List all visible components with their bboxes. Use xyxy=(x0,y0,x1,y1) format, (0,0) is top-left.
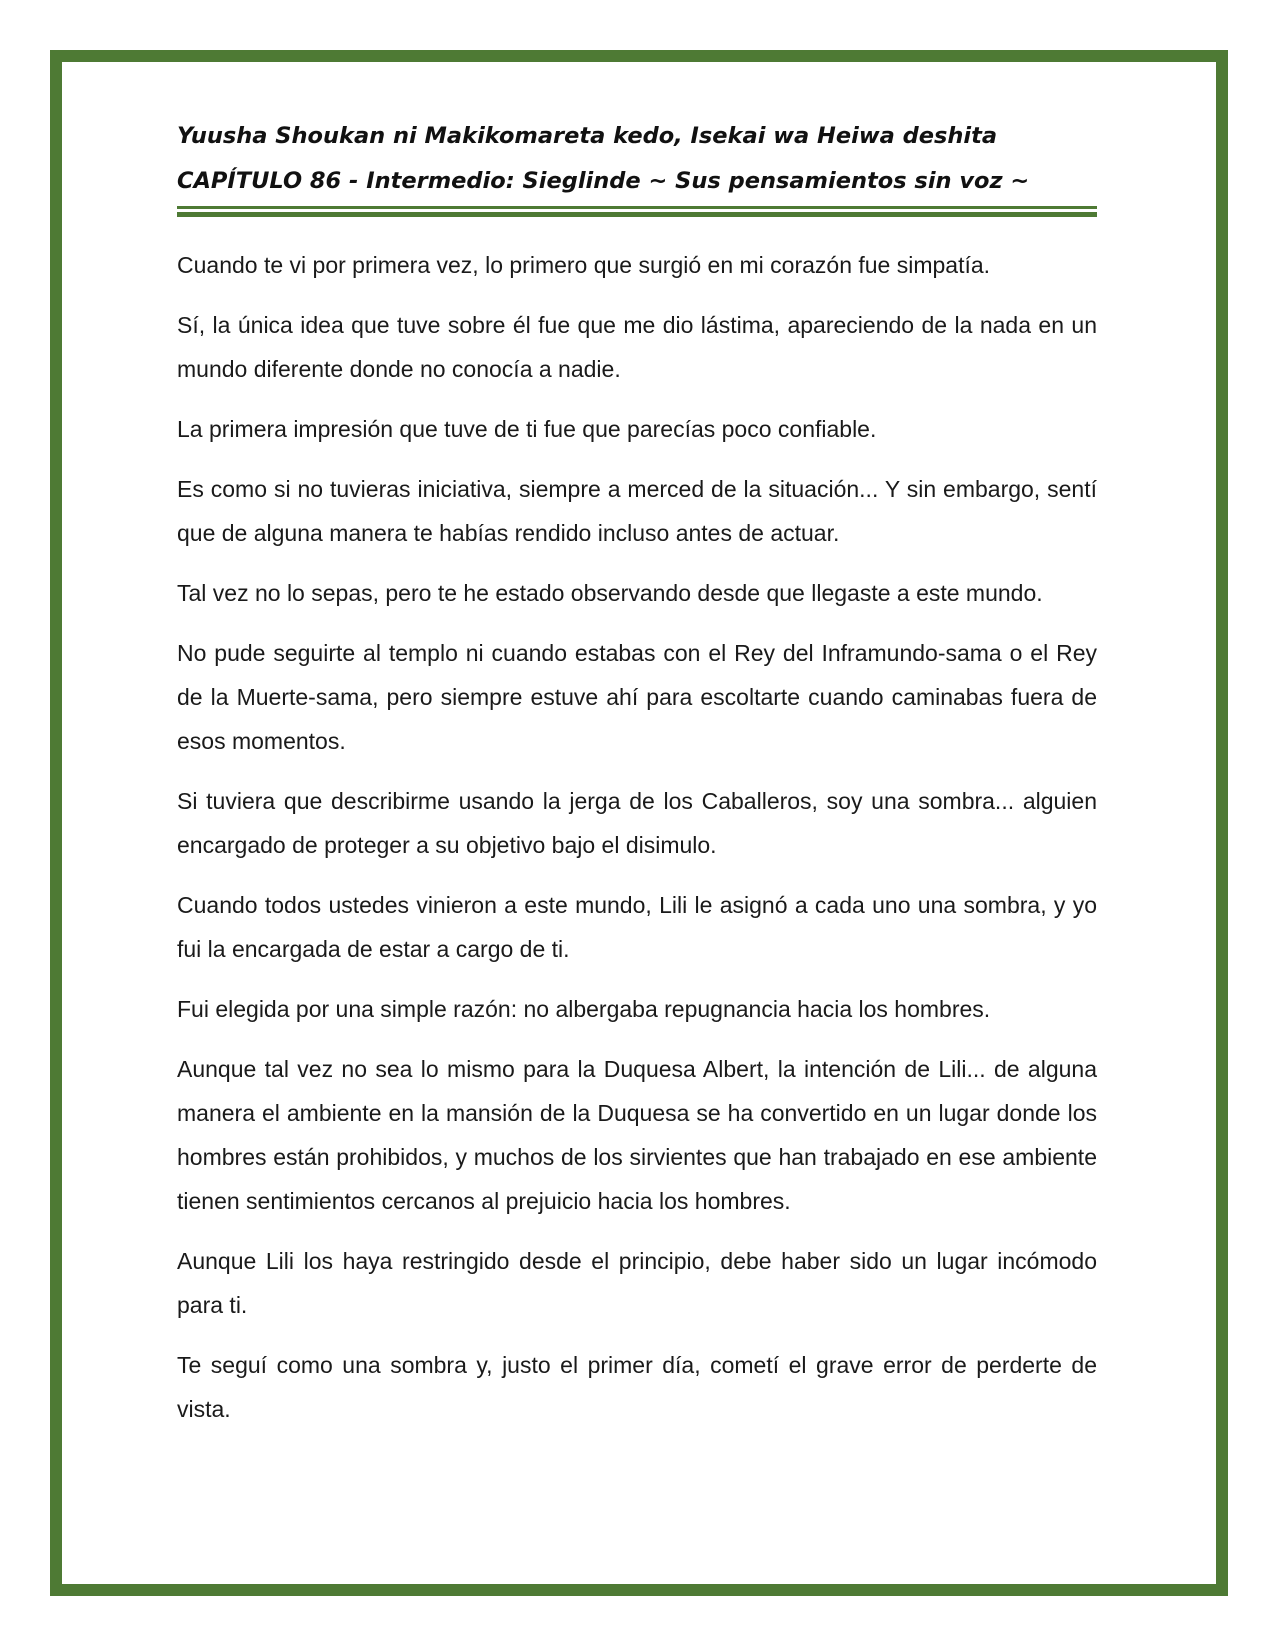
paragraph: Aunque tal vez no sea lo mismo para la Duquesa Albert, la intención de Lili... de alguna manera el ambiente en la mansión de la Duquesa se ha convertido en un lugar donde los hombres están prohibidos, y muchos de los sirvientes que han trabajado en ese ambiente tienen sentimientos cercanos al prejuicio hacia los hombres. xyxy=(177,1056,1097,1214)
series-title: Yuusha Shoukan ni Makikomareta kedo, Isekai wa Heiwa deshita xyxy=(177,123,998,149)
chapter-title: CAPÍTULO 86 - Intermedio: Sieglinde ~ Sus pensamientos sin voz ~ xyxy=(177,168,1030,194)
paragraph: Sí, la única idea que tuve sobre él fue que me dio lástima, apareciendo de la nada en un mundo diferente donde no conocía a nadie. xyxy=(177,312,1097,382)
paragraph: Si tuviera que describirme usando la jerga de los Caballeros, soy una sombra... alguien encargado de proteger a su objetivo bajo el disimulo. xyxy=(177,788,1097,858)
document-content xyxy=(177,114,1097,1447)
paragraph: Es como si no tuvieras iniciativa, siempre a merced de la situación... Y sin embargo, sentí que de alguna manera te habías rendido incluso antes de actuar. xyxy=(177,476,1097,546)
body-text xyxy=(177,243,1097,1431)
paragraph: Tal vez no lo sepas, pero te he estado observando desde que llegaste a este mundo. xyxy=(177,580,1043,606)
header-divider xyxy=(177,206,1097,217)
header-divider-thick-line xyxy=(177,212,1097,217)
paragraph: Cuando te vi por primera vez, lo primero que surgió en mi corazón fue simpatía. xyxy=(177,252,991,278)
paragraph: Cuando todos ustedes vinieron a este mundo, Lili le asignó a cada uno una sombra, y yo fui la encargada de estar a cargo de ti. xyxy=(177,892,1097,962)
paragraph: No pude seguirte al templo ni cuando estabas con el Rey del Inframundo-sama o el Rey de la Muerte-sama, pero siempre estuve ahí para escoltarte cuando caminabas fuera de esos momentos. xyxy=(177,640,1097,754)
paragraph: Te seguí como una sombra y, justo el primer día, cometí el grave error de perderte de vista. xyxy=(177,1352,1097,1422)
paragraph: Aunque Lili los haya restringido desde el principio, debe haber sido un lugar incómodo para ti. xyxy=(177,1248,1097,1318)
paragraph: La primera impresión que tuve de ti fue que parecías poco confiable. xyxy=(177,416,877,442)
paragraph: Fui elegida por una simple razón: no albergaba repugnancia hacia los hombres. xyxy=(177,996,991,1022)
